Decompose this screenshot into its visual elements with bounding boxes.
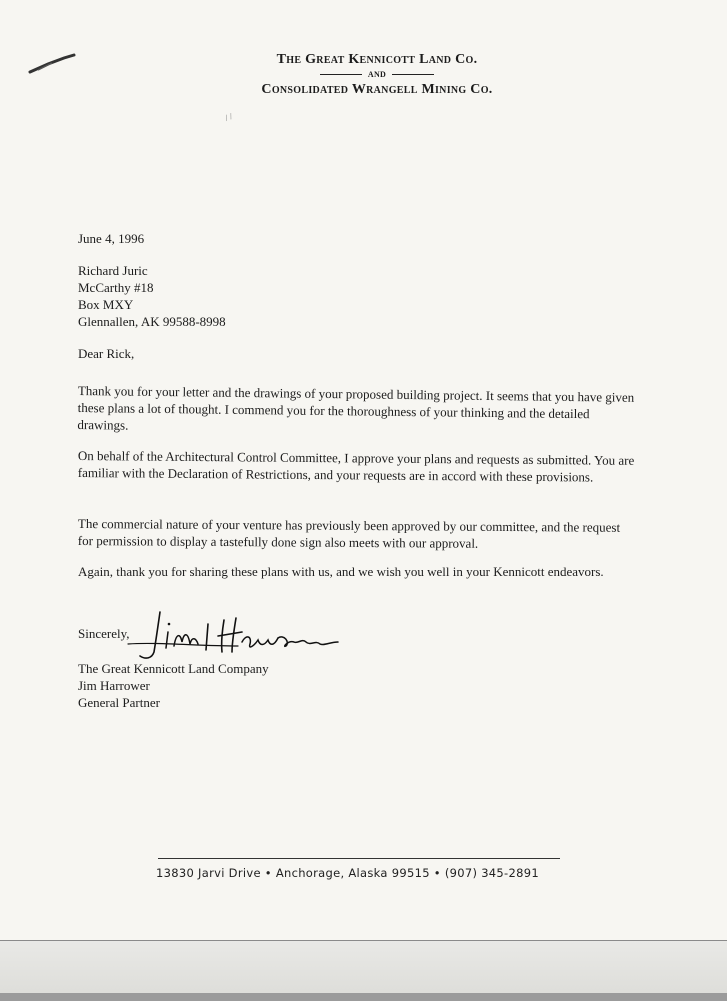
scan-edge <box>0 940 727 1001</box>
paragraph-3: The commercial nature of your venture has previously been approved by our committee, and the request for permission to display a tastefully done sign also meets with our approval. <box>77 516 621 551</box>
recipient-line-4: Glennallen, AK 99588-8998 <box>78 314 226 329</box>
recipient-name: Richard Juric <box>78 263 148 278</box>
paragraph-4: Again, thank you for sharing these plans with us, and we wish you well in your Kennicott endeavors. <box>78 564 604 579</box>
recipient-address <box>78 262 226 330</box>
letterhead-company-1: The Great Kennicott Land Co. <box>276 52 478 67</box>
signer-title: General Partner <box>78 695 160 710</box>
stray-mark: / / <box>223 111 234 123</box>
signer-name: Jim Harrower <box>78 678 150 693</box>
recipient-line-2: McCarthy #18 <box>78 280 154 295</box>
salutation: Dear Rick, <box>78 346 135 361</box>
paragraph-2: On behalf of the Architectural Control Committee, I approve your plans and requests as submitted. You are familiar with the Declaration of Restrictions, and your requests are in accord with these provisions. <box>77 447 635 485</box>
pen-stroke-mark <box>28 52 78 76</box>
signer-company: The Great Kennicott Land Company <box>78 661 269 676</box>
letterhead-rule-right <box>392 74 434 75</box>
letterhead-company-2: Consolidated Wrangell Mining Co. <box>261 82 493 97</box>
recipient-line-3: Box MXY <box>78 297 134 312</box>
letterhead <box>222 52 532 98</box>
letterhead-and-row <box>222 70 532 79</box>
footer-rule <box>158 858 560 859</box>
letterhead-rule-left <box>320 74 362 75</box>
signature-block <box>78 660 269 711</box>
letterhead-and: AND <box>367 70 387 79</box>
closing: Sincerely, <box>78 626 130 641</box>
paragraph-1: Thank you for your letter and the drawings of your proposed building project. It seems that you have given these plans a lot of thought. I commend you for the thoroughness of your thinking and the detailed drawings. <box>77 382 635 433</box>
footer-address: 13830 Jarvi Drive • Anchorage, Alaska 99515 • (907) 345-2891 <box>156 866 539 880</box>
handwritten-signature <box>118 602 358 662</box>
letter-date: June 4, 1996 <box>78 231 145 246</box>
